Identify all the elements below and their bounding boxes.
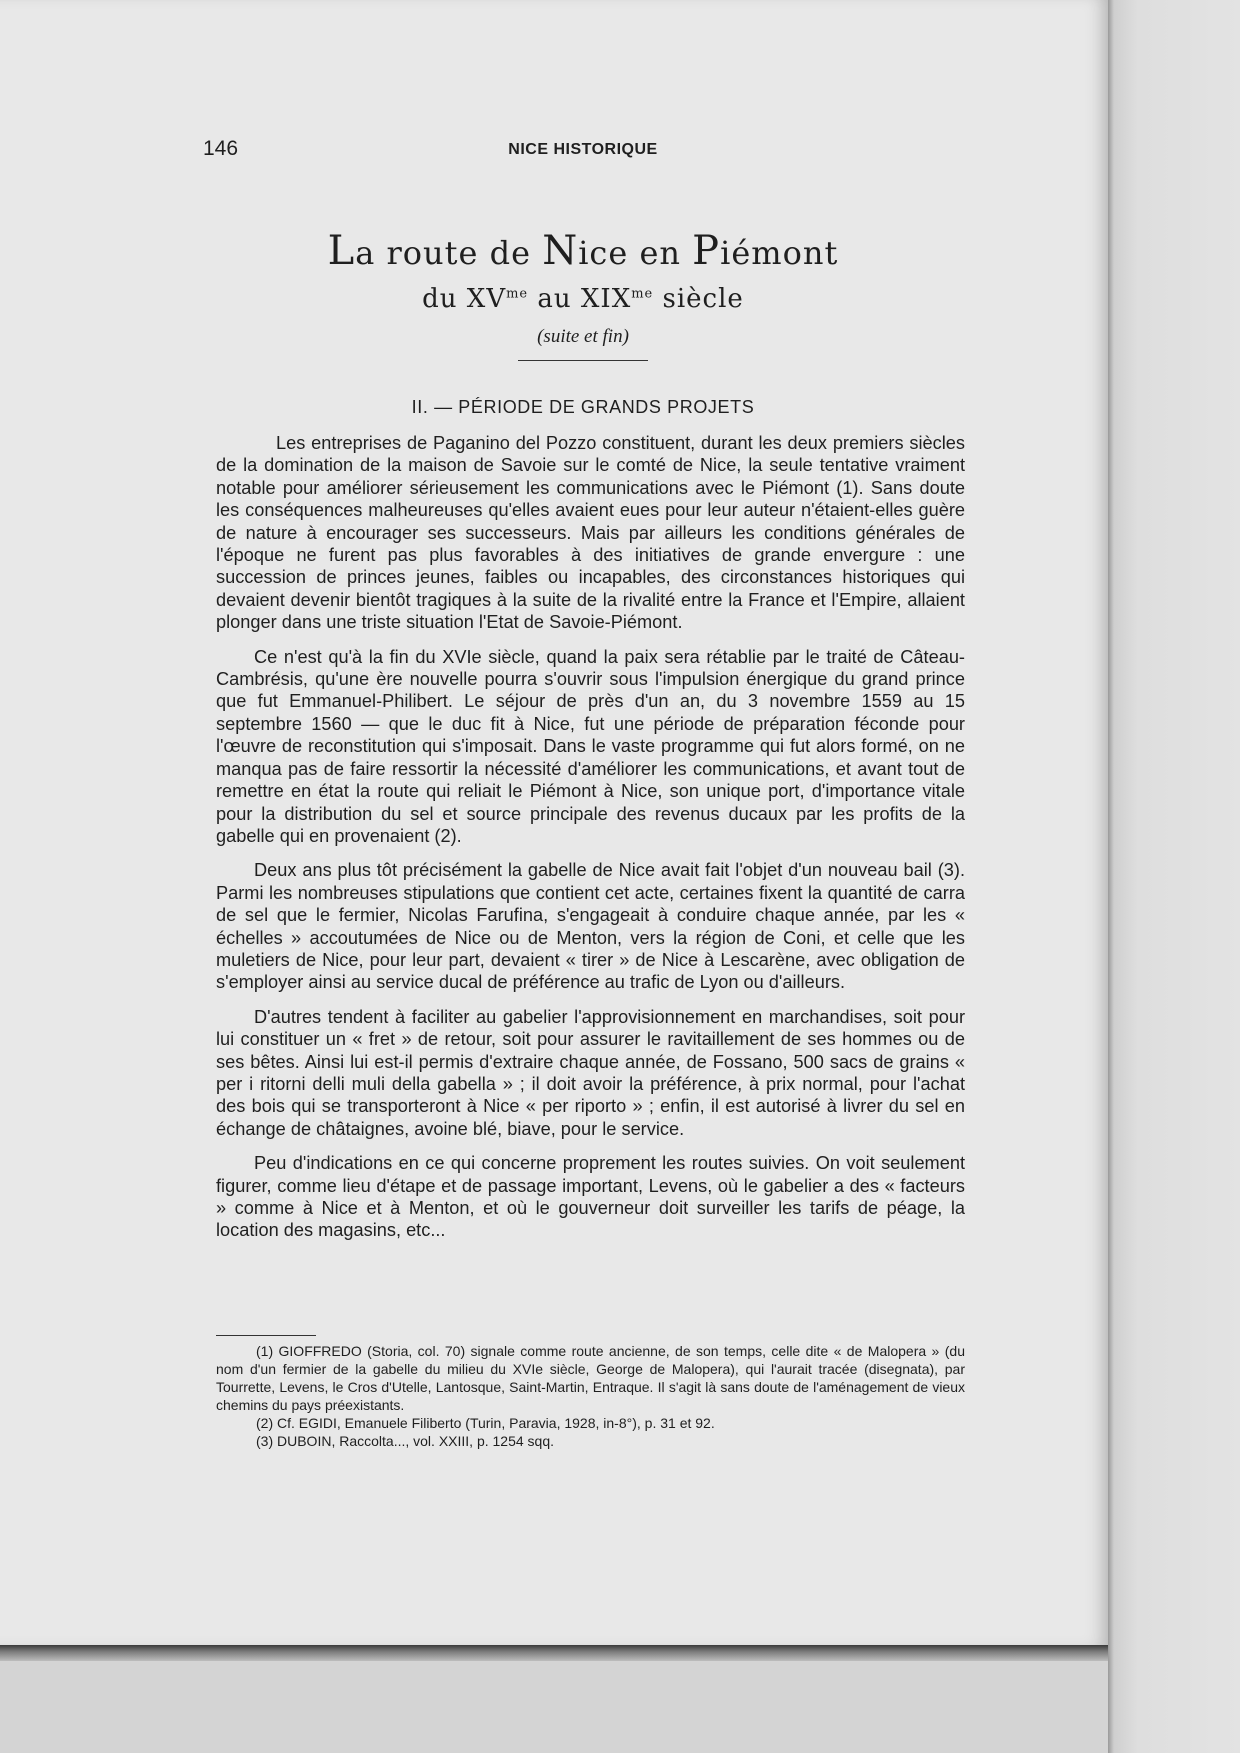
page-number: 146 [203,137,239,160]
paragraph-4: D'autres tendent à faciliter au gabelier l'approvisionnement en marchandises, soit pour lui constituer un « fret » de retour, soit pour assurer le ravitaillement de ses hommes ou de ses bêtes. Ainsi lui est-il permis d'extraire chaque année, de Fossano, 500 sacs de grains « per i ritorni delli muli della gabella » ; il doit avoir la préférence, à prix normal, pour l'achat des bois qui se transporteront à Nice « per riporto » ; enfin, il est autorisé à livrer du sel en échange de châtaignes, avoine blé, biave, pour le service. [216,1006,965,1139]
paragraph-3: Deux ans plus tôt précisément la gabelle de Nice avait fait l'objet d'un nouveau bail (3). Parmi les nombreuses stipulations que contient cet acte, certaines fixent la quantité de carra de sel que le fermier, Nicolas Farufina, s'engageait à conduire chaque année, par les « échelles » accoutumées de Nice ou de Menton, vers la région de Coni, et celle que les muletiers de Nice, pour leur part, devaient « tirer » de Nice à Lescarène, avec obligation de s'employer ainsi au service ducal de préférence au trafic de Lyon ou d'ailleurs. [216,860,965,993]
footnote-2: (2) Cf. EGIDI, Emanuele Filiberto (Turin, Paravia, 1928, in-8°), p. 31 et 92. [256,1415,715,1431]
page-bottom-shadow [0,1645,1108,1661]
paragraph-1: Les entreprises de Paganino del Pozzo constituent, durant les deux premiers siècles de la domination de la maison de Savoie sur le comté de Nice, la seule tentative vraiment notable pour améliorer sérieusement les communications avec le Piémont (1). Sans doute les conséquences malheureuses qu'elles avaient eues pour leur auteur n'étaient-elles guère de nature à encourager ses successeurs. Mais par ailleurs les conditions générales de l'époque ne furent pas plus favorables à des initiatives de grande envergure : une succession de princes jeunes, faibles ou incapables, des circonstances historiques qui devaient devenir bientôt tragiques à la suite de la rivalité entre la France et l'Empire, allaient plonger dans une triste situation l'Etat de Savoie-Piémont. [216,433,965,633]
title-rule [518,360,648,361]
section-heading: II. — PÉRIODE DE GRANDS PROJETS [411,397,755,417]
running-title: NICE HISTORIQUE [508,141,658,158]
paragraph-5: Peu d'indications en ce qui concerne proprement les routes suivies. On voit seulement figurer, comme lieu d'étape et de passage important, Levens, où le gabelier a des « facteurs » comme à Nice et à Menton, et où le gouverneur doit surveiller les tarifs de péage, la location des magasins, etc... [216,1153,965,1241]
article-title: La route de Nice en Piémont [327,228,839,274]
footnote-rule [216,1335,316,1336]
scanner-background [0,1661,1108,1753]
body-text [216,432,965,1254]
article-subtitle: du $XV^{me}$ au $XIX^{me}$ siècle [422,284,744,314]
suite-et-fin: (suite et fin) [537,326,629,347]
footnote-1: (1) GIOFFREDO (Storia, col. 70) signale comme route ancienne, de son temps, celle dite « de Malopera » (du nom d'un fermier de la gabelle du milieu du XVIe siècle, George de Malopera), qui l'aurait tracée (disegnata), par Tourrette, Levens, le Cros d'Utelle, Lantosque, Saint-Martin, Entraque. Il s'agit là sans doute de l'aménagement de vieux chemins du pays préexistants. [216,1343,965,1413]
running-head [203,137,963,167]
paragraph-2: Ce n'est qu'à la fin du XVIe siècle, quand la paix sera rétablie par le traité de Câteau-Cambrésis, qu'une ère nouvelle pourra s'ouvrir sous l'impulsion énergique du grand prince que fut Emmanuel-Philibert. Le séjour de près d'un an, du 3 novembre 1559 au 15 septembre 1560 — que le duc fit à Nice, fut une période de préparation féconde pour l'œuvre de reconstitution qui s'imposait. Dans le vaste programme qui fut alors formé, on ne manqua pas de faire ressortir la nécessité d'améliorer les communications, et avant tout de remettre en état la route qui reliait le Piémont à Nice, son unique port, d'importance vitale pour la distribution du sel et source principale des revenus ducaux par les profits de la gabelle qui en provenaient (2). [216,646,965,846]
facing-page-edge [1108,0,1240,1753]
footnote-3: (3) DUBOIN, Raccolta..., vol. XXIII, p. 1254 sqq. [256,1433,555,1449]
footnotes [216,1342,965,1450]
title-block [203,228,963,361]
